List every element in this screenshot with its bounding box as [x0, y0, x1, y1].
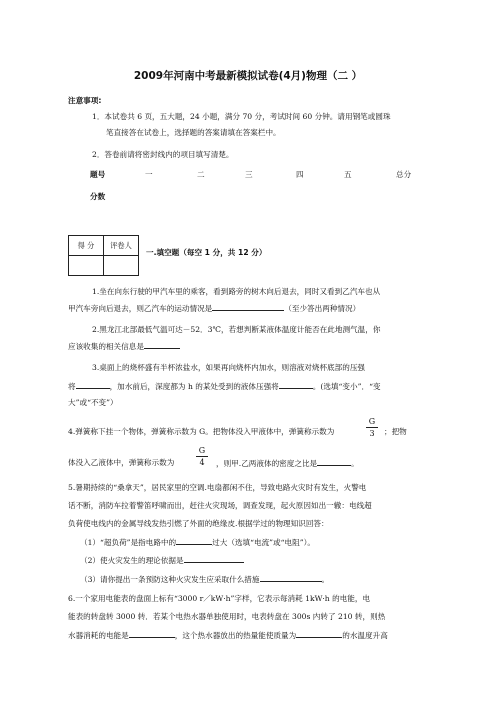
- q2-line-2: 应该收集的相关信息是: [68, 340, 180, 352]
- q3-line-1: 3.桌面上的烧杯盛有半杯浓盐水，如果再向烧杯内加水，则溶液对烧杯底部的压强: [92, 363, 366, 372]
- q1-line-2: 甲汽车旁向后退去，则乙汽车的运动情况是 （至少答出两种情况）: [68, 304, 361, 313]
- q5-answer-blank-1[interactable]: [176, 536, 212, 545]
- section-1-title: 一.填空题（每空 1 分，共 12 分）: [146, 248, 267, 257]
- q2-line-1: 2.黑龙江北部最低气温可达－52．3℃，若想判断某液体温度计能否在此地测气温，你: [92, 325, 381, 334]
- score-col-4: 四: [296, 170, 304, 179]
- page-title: 2009年河南中考最新模拟试卷(4月)物理（二 ）: [133, 70, 363, 82]
- q1-line-1: 1.坐在向东行驶的甲汽车里的乘客，看到路旁的树木向后退去，同时又看到乙汽车也从: [92, 287, 381, 296]
- q4-line-1: 4.弹簧称下挂一个物体，弹簧称示数为 G。把物体没入甲液体中，弹簧称示数为: [68, 427, 335, 436]
- notice-item-2: 2．答卷前请将密封线内的项目填写清楚。: [92, 150, 234, 159]
- score-col-1: 一: [145, 170, 153, 179]
- score-col-3: 三: [245, 170, 253, 179]
- notice-heading: 注意事项:: [68, 96, 102, 105]
- q6-line-2: 能表的转盘转 3000 转．若某个电热水器单独使用时，电表转盘在 300s 内转了 210 转，则热: [68, 612, 386, 621]
- q4-line-2b: ，则甲.乙两液体的密度之比是 。: [216, 459, 359, 468]
- grader-score-label: 得 分: [69, 236, 104, 256]
- q4-answer-blank[interactable]: [317, 457, 351, 466]
- q3-answer-blank-1[interactable]: [76, 380, 110, 389]
- label-question-no: 题号: [90, 170, 106, 179]
- grader-box: [68, 235, 139, 276]
- score-col-5: 五: [344, 170, 352, 179]
- q1-answer-blank[interactable]: [212, 302, 284, 311]
- q6-line-1: 6.一个家用电能表的盘面上标有“3000 r／kW·h”字样，它表示每消耗 1kW·h 的电能，电: [68, 594, 371, 603]
- q5-line-1: 5.暑期持续的“桑拿天”，居民家里的空调.电扇都闲不住，导致电路火灾时有发生，火警电: [68, 483, 367, 492]
- grader-score-cell[interactable]: [69, 256, 104, 276]
- notice-item-1: 1．本试卷共 6 页，五大题，24 小题，满分 70 分，考试时间 60 分钟。请用钢笔或圆珠: [92, 112, 391, 121]
- q4-fraction-2: G 4: [196, 446, 208, 467]
- q5-answer-blank-3[interactable]: [260, 573, 322, 582]
- q5-sub-3: （3）请你提出一条预防这种火灾发生应采取什么措施 。: [80, 575, 330, 584]
- label-score: 分数: [90, 192, 106, 201]
- q3-line-3: 大”或“不变”）: [68, 398, 118, 407]
- q5-line-3: 负荷使电线内的金属导线发热引燃了外面的绝缘皮.根据学过的物理知识回答：: [68, 519, 329, 528]
- q3-line-2: 将 ，加水前后，深度都为 h 的某处受到的液体压强将 。(选填“变小”．“变: [68, 382, 381, 391]
- grader-name-label: 评卷人: [104, 236, 139, 256]
- q5-answer-blank-2[interactable]: [184, 554, 244, 563]
- q6-line-3: 水器消耗的电能是 ，这个热水器放出的热量能使质量为 的水温度升高: [68, 631, 388, 640]
- notice-item-1-cont: 笔直接答在试卷上，选择题的答案请填在答案栏中。: [106, 128, 281, 137]
- q4-fraction-1: G 3: [366, 417, 378, 438]
- q3-answer-blank-2[interactable]: [279, 380, 313, 389]
- q5-sub-1: （1）“超负荷”是指电路中的 过大（选填“电流”或“电阻”）。: [80, 538, 315, 547]
- q5-line-2: 话不断，消防车拉着警笛呼啸而出，赶往火灾现场，调查发现，起火原因如出一辙：电线超: [68, 501, 372, 510]
- q6-answer-blank-2[interactable]: [296, 629, 342, 638]
- grader-name-cell[interactable]: [104, 256, 139, 276]
- q2-answer-blank[interactable]: [144, 340, 180, 349]
- score-col-total: 总分: [396, 170, 412, 179]
- q6-answer-blank-1[interactable]: [129, 629, 175, 638]
- score-col-2: 二: [197, 170, 205, 179]
- q5-sub-2: （2）使火灾发生的理论依据是: [80, 554, 244, 566]
- q4-line-1-end: ；把物: [384, 427, 407, 436]
- q4-line-2a: 体没入乙液体中，弹簧称示数为: [68, 458, 175, 467]
